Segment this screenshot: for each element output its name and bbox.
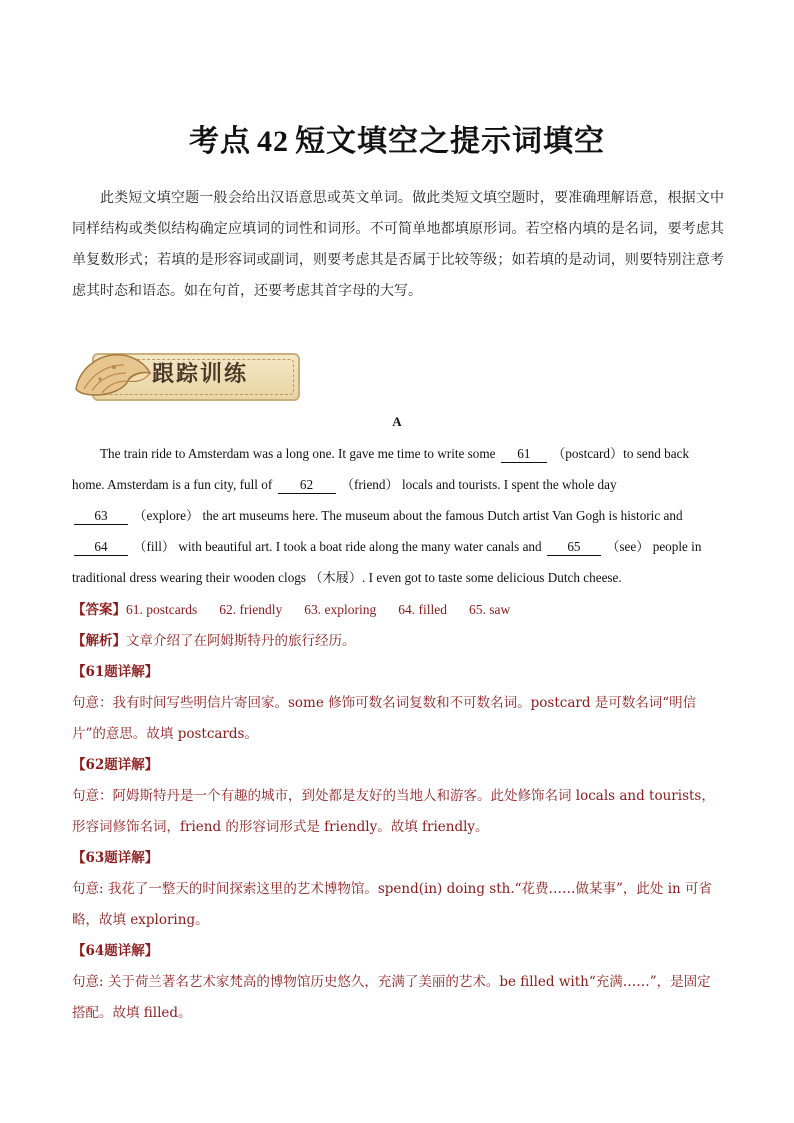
passage (72, 438, 724, 593)
passage-text: （see） people in traditional dress wearing their wooden clogs （木屐）. I even got to taste some delicious Dutch cheese. (72, 539, 702, 585)
analysis-line (72, 626, 724, 657)
detail-heading-62: 【62题详解】 (72, 757, 159, 773)
answer-line (72, 594, 724, 626)
passage-text: （fill） with beautiful art. I took a boat ride along the many water canals and (133, 539, 542, 554)
passage-text: （friend） locals and tourists. I spent the whole day (340, 477, 617, 492)
blank-64[interactable]: 64 (74, 539, 128, 556)
detail-text-63: 句意: 我花了一整天的时间探索这里的艺术博物馆。spend(in) doing sth.“花费……做某事”，此处 in 可省略，故填 exploring。 (72, 881, 713, 928)
conch-shell-icon (70, 345, 154, 403)
detail-heading-64: 【64题详解】 (72, 943, 159, 959)
answer-item: 62. friendly (219, 602, 283, 617)
passage-text: The train ride to Amsterdam was a long one. It gave me time to write some (100, 446, 496, 461)
detail-text-62: 句意：阿姆斯特丹是一个有趣的城市，到处都是友好的当地人和游客。此处修饰名词 locals and tourists，形容词修饰名词，friend 的形容词形式是 friendly。故填 friendly。 (72, 788, 715, 835)
answer-item: 64. filled (398, 602, 447, 617)
title-number: 42 (257, 125, 289, 158)
answer-item: 63. exploring (304, 602, 377, 617)
answer-section (72, 594, 724, 1029)
detail-text-61: 句意：我有时间写些明信片寄回家。some 修饰可数名词复数和不可数名词。postcard 是可数名词“明信片”的意思。故填 postcards。 (72, 695, 697, 742)
passage-text: （explore） the art museums here. The museum about the famous Dutch artist Van Gogh is historic and (133, 508, 683, 523)
page-title (0, 116, 794, 160)
section-heading: A (392, 414, 402, 429)
blank-65[interactable]: 65 (547, 539, 601, 556)
blank-63[interactable]: 63 (74, 508, 128, 525)
intro-paragraph: 此类短文填空题一般会给出汉语意思或英文单词。做此类短文填空题时，要准确理解语意，根据文中同样结构或类似结构确定应填词的词性和词形。不可简单地都填原形词。若空格内填的是名词，要考虑其单复数形式；若填的是形容词或副词，则要考虑其是否属于比较等级；如若填的是动词，则要特别注意考虑其时态和语态。如在句首，还要考虑其首字母的大写。 (72, 190, 724, 299)
banner-label: 跟踪训练 (152, 362, 249, 387)
blank-61[interactable]: 61 (501, 446, 547, 463)
answer-item: 61. postcards (126, 602, 198, 617)
analysis-tag: 【解析】 (72, 633, 126, 649)
detail-heading-61: 【61题详解】 (72, 664, 159, 680)
analysis-text: 文章介绍了在阿姆斯特丹的旅行经历。 (126, 633, 356, 649)
section-banner (70, 345, 296, 403)
passage-text: （postcard）to send back home. Amsterdam is a fun city, full of (72, 446, 690, 492)
title-text: 短文填空之提示词填空 (295, 124, 605, 159)
title-prefix: 考点 (189, 124, 251, 159)
answer-tag: 【答案】 (72, 602, 126, 618)
blank-62[interactable]: 62 (278, 477, 336, 494)
answer-item: 65. saw (469, 602, 511, 617)
detail-text-64: 句意: 关于荷兰著名艺术家梵高的博物馆历史悠久，充满了美丽的艺术。be filled with“充满……”，是固定搭配。故填 filled。 (72, 974, 711, 1021)
detail-heading-63: 【63题详解】 (72, 850, 159, 866)
